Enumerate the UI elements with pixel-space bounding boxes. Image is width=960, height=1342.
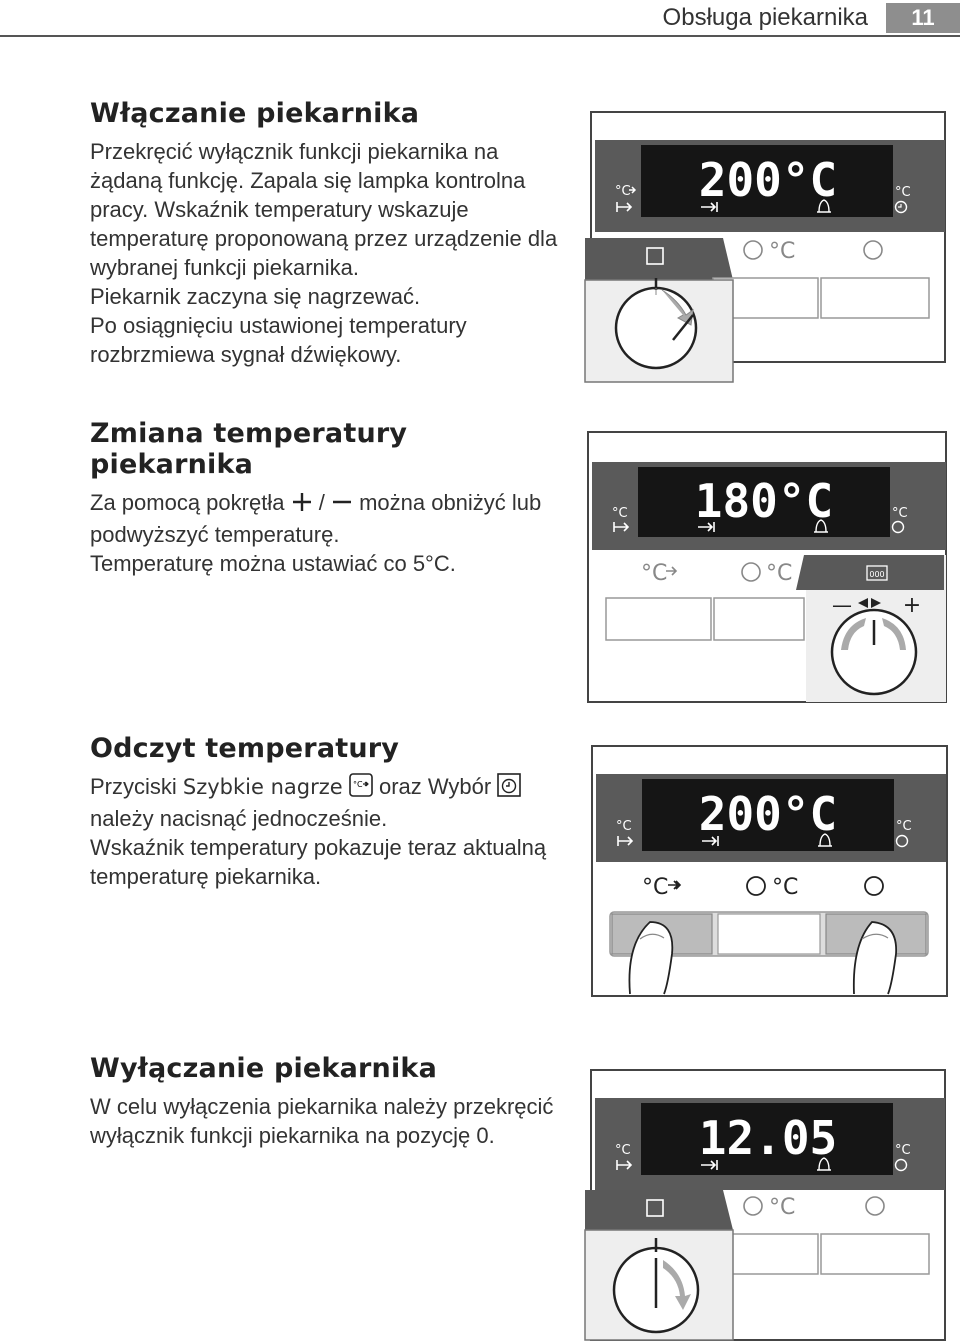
text-fragment: oraz Wybór — [378, 774, 492, 799]
page-number: 11 — [886, 3, 960, 33]
quick-heat-label: °C — [641, 561, 668, 586]
temp-label: °C — [772, 875, 799, 900]
panel-button[interactable] — [606, 598, 711, 640]
temp-label: °C — [769, 1195, 796, 1220]
svg-text:°C: °C — [352, 780, 363, 789]
temperature-display: 200°C — [698, 787, 838, 841]
temp-indicator: °C — [895, 185, 911, 200]
paragraph: W celu wyłączenia piekarnika należy przekręcić wyłącznik funkcji piekarnika na pozycję 0. — [90, 1094, 554, 1148]
panel-button[interactable] — [821, 1234, 929, 1274]
quick-heat-indicator: °C — [616, 819, 632, 834]
section-turn-off — [90, 1053, 560, 1150]
text-fragment: / — [318, 490, 325, 515]
section-title: Wyłączanie piekarnika — [90, 1053, 437, 1084]
text-fragment: Przyciski — [90, 774, 177, 799]
oven-panel-figure-3 — [590, 744, 955, 999]
panel-button[interactable] — [718, 914, 820, 954]
clock-select-icon — [497, 773, 521, 804]
temp-indicator: °C — [896, 819, 912, 834]
text-fragment: można obniżyć lub podwyższyć temperaturę. — [90, 490, 542, 547]
temp-label: °C — [766, 561, 793, 586]
minus-label: — — [832, 593, 852, 617]
temperature-display: 200°C — [698, 153, 838, 207]
temp-label: °C — [769, 239, 796, 264]
temperature-display: 180°C — [694, 474, 834, 528]
quick-heat-icon — [349, 773, 373, 804]
paragraph — [90, 488, 560, 549]
quick-heat-label: °C — [642, 875, 669, 900]
oven-panel-figure-4 — [583, 1068, 948, 1342]
text-fragment: należy nacisnąć jednocześnie. — [90, 806, 388, 831]
paragraph: Przekręcić wyłącznik funkcji piekarnika na żądaną funkcję. Zapala się lampka kontrolna pracy. Wskaźnik temperatury wskazuje temperaturę proponowaną przez urządzenie dla wybranej funkcji piekarnika. — [90, 139, 558, 280]
section-title: Włączanie piekarnika — [90, 98, 420, 129]
panel-button[interactable] — [714, 598, 804, 640]
plus-icon — [291, 491, 313, 520]
oven-panel-figure-1 — [583, 110, 948, 385]
panel-button[interactable] — [821, 278, 929, 318]
clock-display: 12.05 — [698, 1111, 838, 1165]
quick-heat-indicator: °C — [615, 1143, 631, 1158]
section-title: Zmiana temperatury piekarnika — [90, 418, 408, 480]
button-name-text: Szybkie nagrze — [182, 775, 343, 799]
paragraph: Piekarnik zaczyna się nagrzewać. — [90, 284, 421, 309]
paragraph — [90, 772, 560, 833]
section-read-temp — [90, 733, 560, 891]
text-fragment: Za pomocą pokrętła — [90, 490, 285, 515]
section-title: Odczyt temperatury — [90, 733, 400, 764]
paragraph: Po osiągnięciu ustawionej temperatury rozbrzmiewa sygnał dźwiękowy. — [90, 313, 467, 367]
oven-panel-figure-2 — [586, 430, 951, 705]
temp-indicator: °C — [895, 1143, 911, 1158]
minus-icon — [331, 491, 353, 520]
header-title: Obsługa piekarnika — [662, 4, 868, 31]
section-change-temp — [90, 418, 560, 578]
section-turn-on — [90, 98, 560, 369]
quick-heat-indicator: °C — [615, 184, 631, 199]
header-divider — [0, 35, 960, 37]
quick-heat-indicator: °C — [612, 506, 628, 521]
oven-icon-label: 000 — [869, 570, 885, 579]
paragraph: Temperaturę można ustawiać co 5°C. — [90, 551, 456, 576]
temp-indicator: °C — [892, 506, 908, 521]
plus-label: + — [902, 593, 922, 618]
paragraph: Wskaźnik temperatury pokazuje teraz aktualną temperaturę piekarnika. — [90, 835, 547, 889]
